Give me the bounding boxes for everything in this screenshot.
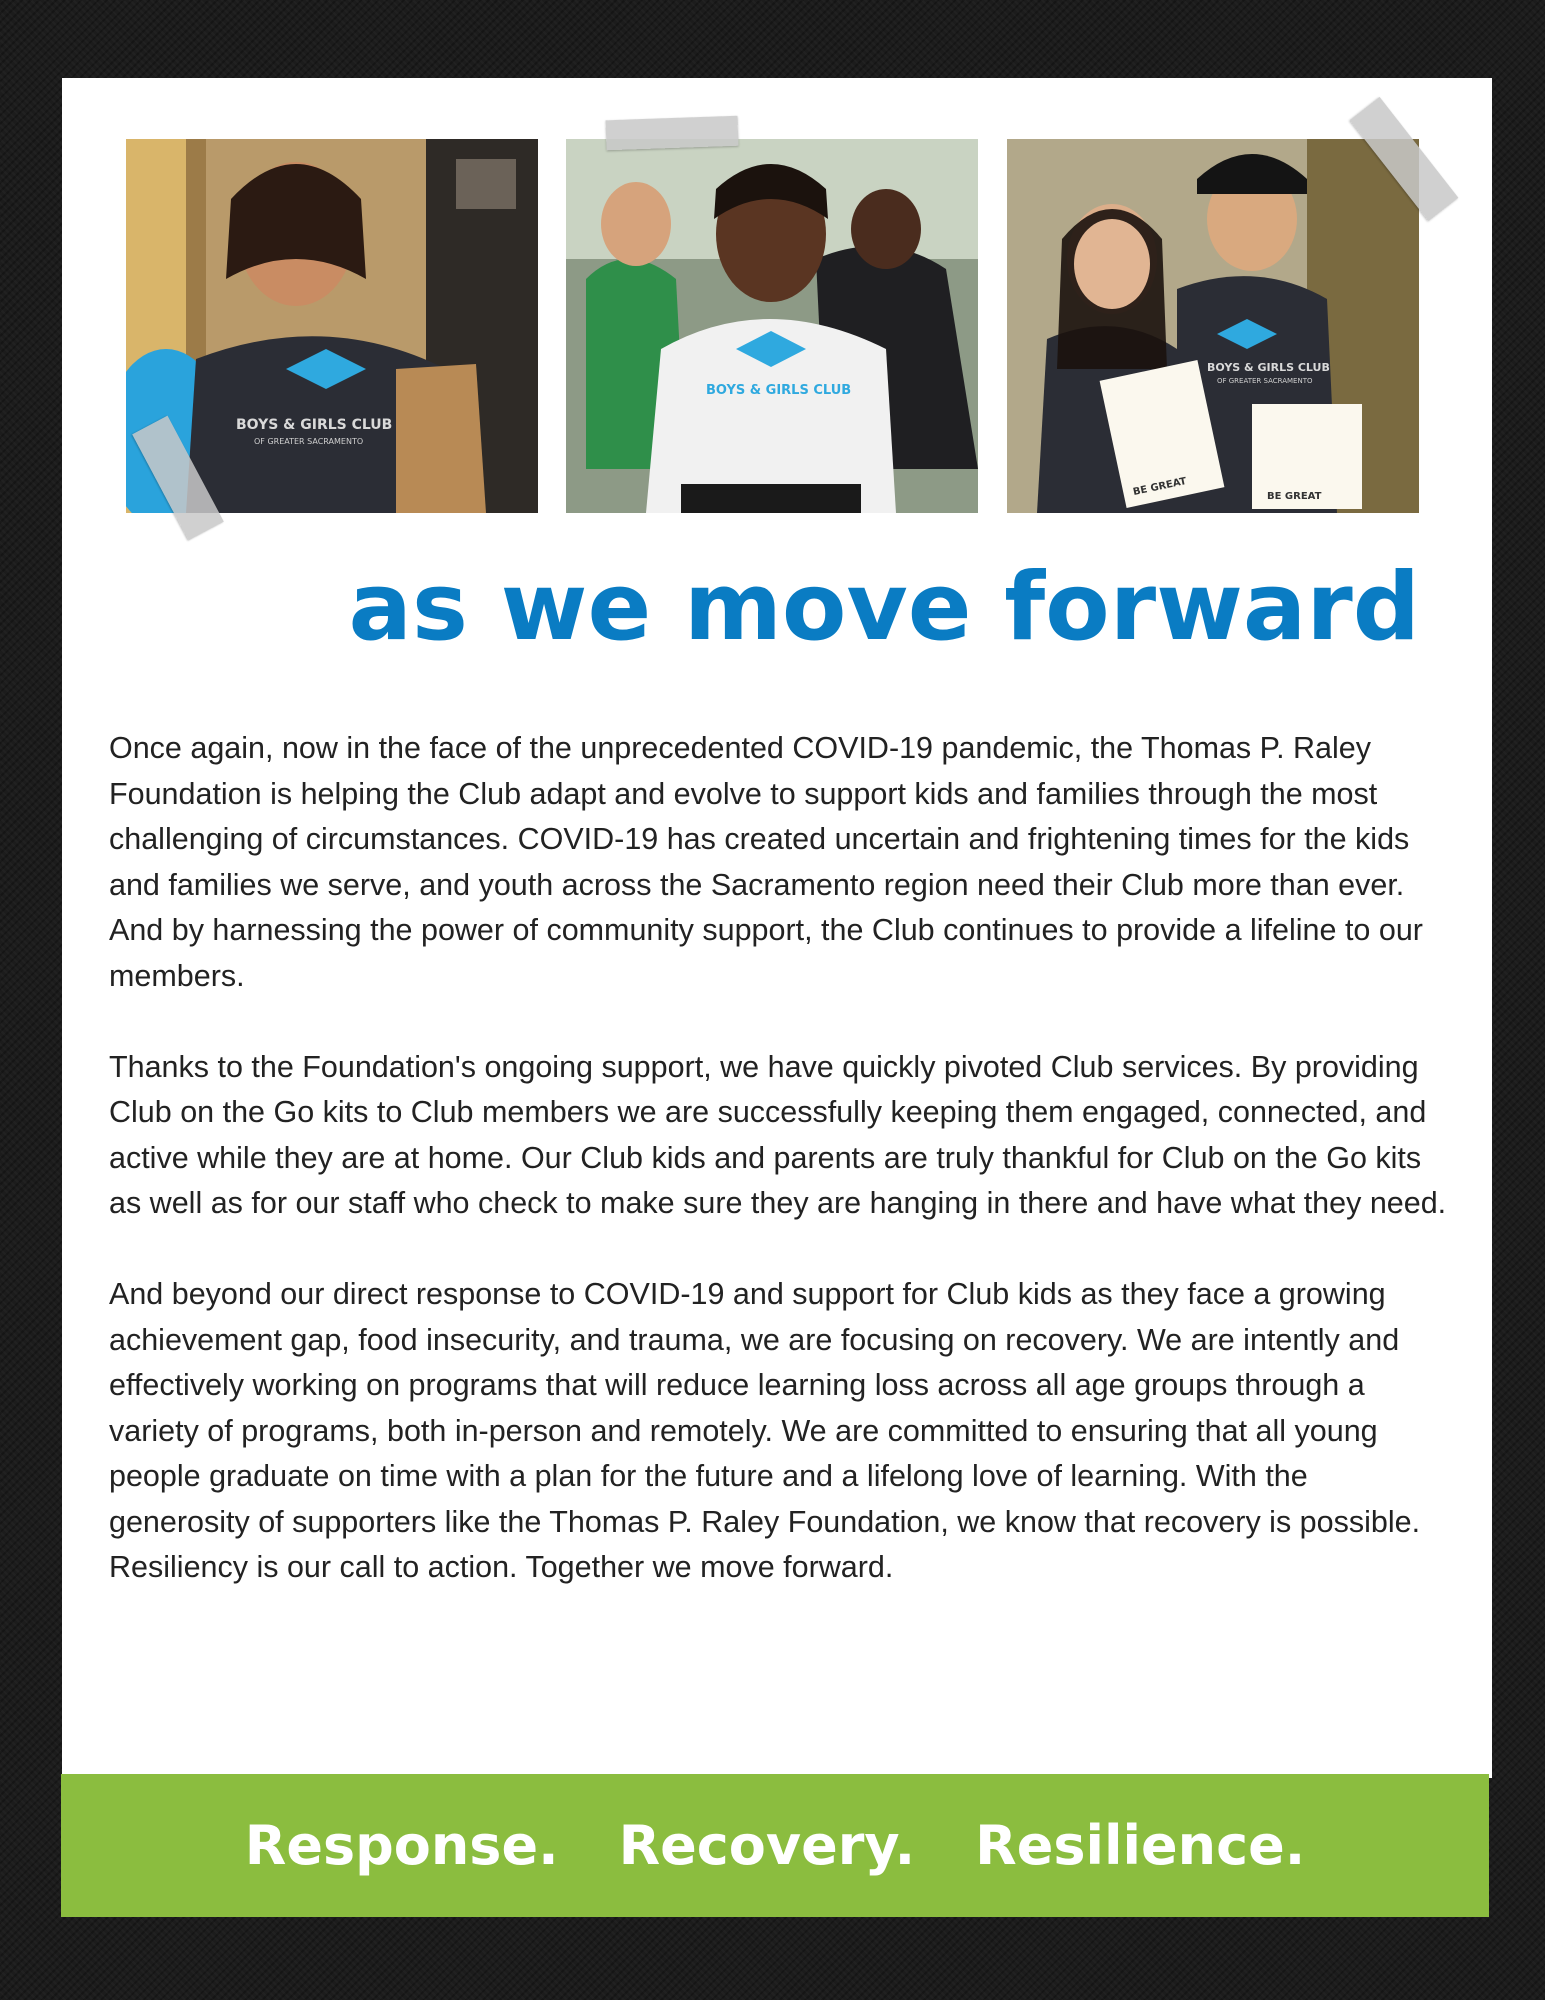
photo-girl-with-laptop xyxy=(566,139,978,513)
shirt-text: BOYS & GIRLS CLUB xyxy=(1207,361,1330,374)
flyer-text: BE GREAT xyxy=(1267,491,1322,502)
body-text xyxy=(109,726,1449,1636)
shirt-text: BOYS & GIRLS CLUB xyxy=(706,383,852,398)
banner-word-recovery: Recovery. xyxy=(618,1814,916,1877)
slogan-banner xyxy=(61,1774,1489,1917)
tape-strip xyxy=(606,116,739,151)
paragraph: Thanks to the Foundation's ongoing support, we have quickly pivoted Club services. By providing Club on the Go kits to Club members we are successfully keeping them engaged, connected, and active while they are at home. Our Club kids and parents are truly thankful for Club on the Go kits as well as for our staff who check to make sure they are hanging in there and have what they need. xyxy=(109,1049,1447,1220)
flyer-text: BE GREAT xyxy=(1132,475,1188,499)
photo-kids-with-flyers xyxy=(1007,139,1419,513)
shirt-text: BOYS & GIRLS CLUB xyxy=(236,417,393,433)
paragraph: And beyond our direct response to COVID-19 and support for Club kids as they face a growing achievement gap, food insecurity, and trauma, we are focusing on recovery. We are intently and effectively working on programs that will reduce learning loss across all age groups through a variety of programs, both in-person and remotely. We are committed to ensuring that all young people graduate on time with a plan for the future and a lifelong love of learning. With the generosity of supporters like the Thomas P. Raley Foundation, we know that recovery is possible. Resiliency is our call to action. Together we move forward. xyxy=(109,1277,1421,1584)
banner-word-response: Response. xyxy=(244,1814,559,1877)
shirt-subtext: OF GREATER SACRAMENTO xyxy=(254,437,364,446)
banner-word-resilience: Resilience. xyxy=(975,1814,1306,1877)
shirt-subtext: OF GREATER SACRAMENTO xyxy=(1217,377,1313,385)
paragraph: Once again, now in the face of the unprecedented COVID-19 pandemic, the Thomas P. Raley Foundation is helping the Club adapt and evolve to support kids and families through the most challenging of circumstances. COVID-19 has created uncertain and frightening times for the kids and families we serve, and youth across the Sacramento region need their Club more than ever. And by harnessing the power of community support, the Club continues to provide a lifeline to our members. xyxy=(109,731,1423,993)
page-title: as we move forward xyxy=(348,553,1420,662)
